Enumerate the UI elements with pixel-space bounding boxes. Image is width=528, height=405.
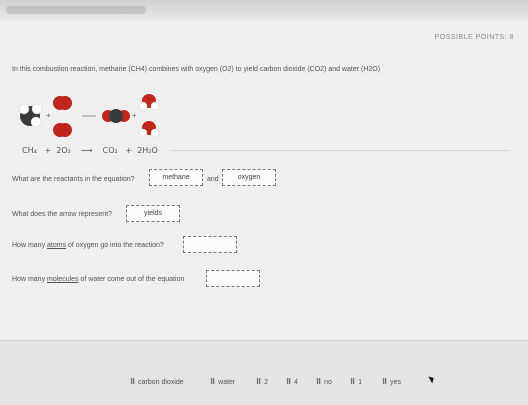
question-water-molecules [12, 276, 184, 283]
chip-label: water [218, 378, 236, 386]
chip-label: yes [390, 378, 402, 386]
prompt-underlined: molecules [47, 276, 79, 283]
hydrogen-atom [31, 117, 41, 127]
drag-handle-icon: ⠿ [382, 379, 387, 386]
product-water: 2H₂O [137, 146, 158, 155]
reactant-methane: CH₄ [22, 146, 37, 155]
question-reactants: What are the reactants in the equation? [12, 176, 135, 183]
drag-handle-icon: ⠿ [350, 379, 355, 386]
and-text: and [207, 176, 219, 183]
question-arrow: What does the arrow represent? [12, 211, 112, 218]
answer-drop-water-molecules[interactable] [206, 270, 260, 287]
prompt-text: of water come out of the equation [78, 276, 185, 283]
word-chip-carbon-dioxide[interactable] [130, 375, 184, 389]
drag-handle-icon: ⠿ [316, 379, 321, 386]
hydrogen-atom [19, 104, 29, 114]
prompt-text: How many [12, 242, 48, 249]
divider-line [170, 150, 510, 151]
drag-handle-icon: ⠿ [130, 379, 135, 386]
word-chip-water[interactable] [210, 375, 235, 389]
hydrogen-atom [32, 104, 42, 114]
chip-label: 2 [264, 378, 269, 386]
plus-sign: + [46, 111, 51, 120]
drag-handle-icon: ⠿ [210, 379, 215, 386]
reactant-oxygen: 2O₂ [56, 146, 71, 155]
oxygen-molecule-1 [53, 96, 72, 110]
top-band [0, 0, 528, 20]
co2-molecule [102, 109, 130, 123]
prompt-text: How many [12, 276, 48, 283]
arrow-symbol: ⟶ [81, 146, 93, 155]
word-chip-yes[interactable] [382, 375, 401, 389]
methane-molecule [19, 104, 42, 127]
question-text: In this combustion reaction, methane (CH4) combines with oxygen (O2) to yield carbon dioxide (CO2) and water (H2O) [12, 66, 381, 73]
chip-label: no [324, 378, 332, 386]
possible-points-label: POSSIBLE POINTS: 8 [434, 34, 514, 41]
word-bank [0, 340, 528, 405]
water-molecule-1 [139, 94, 159, 110]
chemical-equation [22, 146, 158, 155]
answer-drop-oxygen-atoms[interactable] [183, 236, 237, 253]
oxygen-molecule-2 [53, 123, 72, 137]
prompt-underlined: atoms [47, 242, 67, 249]
plus-sign: + [125, 146, 133, 155]
answer-drop-reactant-1[interactable]: methane [149, 169, 203, 186]
word-chip-4[interactable] [286, 375, 298, 389]
svg-text:+: + [132, 111, 137, 120]
word-chip-1[interactable] [350, 375, 362, 389]
water-molecule-2 [139, 121, 159, 137]
chip-label: 4 [294, 378, 299, 386]
drag-handle-icon: ⠿ [286, 379, 291, 386]
answer-drop-reactant-2[interactable]: oxygen [222, 169, 276, 186]
product-co2: CO₂ [102, 146, 118, 155]
plus-sign: + [44, 146, 52, 155]
chip-label: 1 [358, 378, 363, 386]
question-oxygen-atoms [12, 242, 164, 249]
molecule-illustration [12, 86, 192, 146]
answer-drop-arrow[interactable]: yields [126, 205, 180, 222]
prompt-text: of oxygen go into the reaction? [66, 242, 164, 249]
word-chip-2[interactable] [256, 375, 268, 389]
header-title-placeholder [6, 6, 146, 14]
drag-handle-icon: ⠿ [256, 379, 261, 386]
word-chip-no[interactable] [316, 375, 332, 389]
chip-label: carbon dioxide [138, 378, 184, 386]
